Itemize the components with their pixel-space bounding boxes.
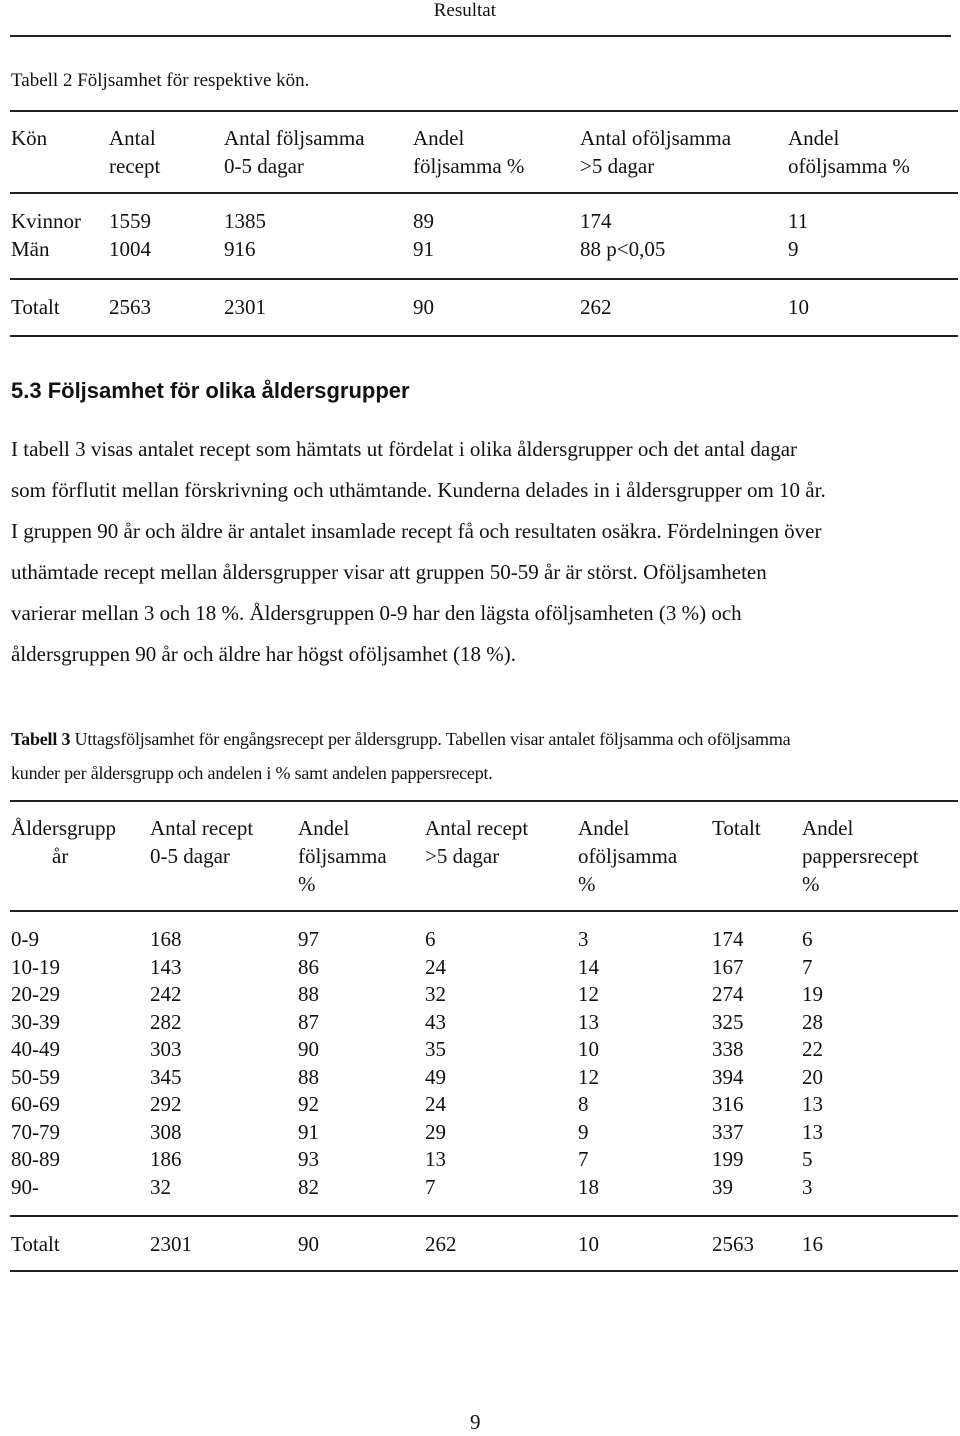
- table2-total-cell: 90: [413, 295, 434, 319]
- table2-header-cell: Andel: [788, 126, 840, 150]
- table2-total-cell: 10: [788, 295, 809, 319]
- table2-cell: Män: [11, 237, 50, 261]
- table3-total-cell: 90: [298, 1232, 319, 1256]
- table3-header-cell: Andel: [298, 816, 350, 840]
- table2-total-cell: 262: [580, 295, 612, 319]
- table3-cell: 242: [150, 982, 182, 1006]
- table3-top-rule: [10, 800, 958, 802]
- paragraph-line: åldersgruppen 90 år och äldre har högst oföljsamhet (18 %).: [11, 642, 517, 666]
- table3-cell: 49: [425, 1064, 446, 1089]
- table3-cell: 39: [712, 1174, 733, 1199]
- table3-cell: 6: [425, 927, 436, 951]
- table3-cell: 13: [578, 1009, 599, 1034]
- table3-header-cell: pappersrecept: [802, 844, 919, 868]
- table3-total-cell: 2563: [712, 1232, 754, 1256]
- table3-header-cell: %: [578, 872, 596, 896]
- table2-header-rule: [10, 192, 958, 194]
- table3-header-cell: %: [802, 872, 820, 896]
- table3-header-cell: Åldersgrupp: [11, 816, 116, 840]
- table3-cell: 91: [298, 1119, 319, 1144]
- table2-header-cell: Antal: [109, 126, 156, 150]
- table3-cell: 199: [712, 1147, 744, 1171]
- table3-cell: 143: [150, 954, 182, 979]
- table3-bottom-rule: [10, 1270, 958, 1272]
- table3-cell: 88: [298, 1064, 319, 1089]
- table3-cell: 10-19: [11, 954, 60, 979]
- table3-cell: 274: [712, 982, 744, 1006]
- table3-cell: 337: [712, 1119, 744, 1144]
- table3-cell: 29: [425, 1119, 446, 1144]
- table3-cell: 28: [802, 1009, 823, 1034]
- table2-header-cell: Andel: [413, 126, 465, 150]
- table2-top-rule: [10, 110, 958, 112]
- table3-cell: 60-69: [11, 1092, 60, 1116]
- table2-cell: 1004: [109, 237, 151, 261]
- table3-cell: 19: [802, 982, 823, 1006]
- table2-total-rule: [10, 278, 958, 280]
- table3-header-cell: följsamma: [298, 844, 387, 868]
- table3-header-cell: >5 dagar: [425, 844, 500, 868]
- table3-header-cell: Andel: [802, 816, 854, 840]
- table3-header-rule: [10, 910, 958, 912]
- table3-caption-text: Uttagsföljsamhet för engångsrecept per åldersgrupp. Tabellen visar antalet följsamma och oföljsamma: [70, 729, 791, 749]
- table3-cell: 32: [150, 1174, 171, 1199]
- table3-cell: 5: [802, 1147, 813, 1171]
- table2-total-cell: Totalt: [11, 295, 60, 319]
- table3-cell: 7: [578, 1147, 589, 1171]
- table3-cell: 70-79: [11, 1119, 60, 1144]
- table3-header-cell: Antal recept: [425, 816, 529, 840]
- table3-cell: 20-29: [11, 982, 60, 1006]
- table2-cell: 88 p<0,05: [580, 237, 666, 261]
- table3-cell: 186: [150, 1147, 182, 1171]
- table2-header-cell: recept: [109, 154, 161, 178]
- table3-header-cell: år: [52, 844, 69, 868]
- table3-header-cell: %: [298, 872, 316, 896]
- table3-caption: [11, 722, 956, 790]
- table2-caption-label: Tabell 2: [11, 70, 73, 91]
- header-rule: [10, 35, 951, 37]
- table2-caption: [11, 70, 309, 92]
- table2-cell: 11: [788, 209, 809, 233]
- table3-cell: 13: [425, 1147, 446, 1171]
- table2-header-cell: följsamma %: [413, 154, 525, 178]
- paragraph-line: I tabell 3 visas antalet recept som hämtats ut fördelat i olika åldersgrupper och det antal dagar: [11, 437, 798, 461]
- table3-cell: 24: [425, 1092, 446, 1116]
- section-paragraph: [11, 429, 956, 675]
- paragraph-line: varierar mellan 3 och 18 %. Åldersgruppen 0-9 har den lägsta oföljsamheten (3 %) och: [11, 601, 742, 625]
- table3-cell: 394: [712, 1064, 744, 1089]
- table3-caption-line-2: kunder per åldersgrupp och andelen i % samt andelen pappersrecept.: [11, 763, 493, 783]
- table3-header-cell: 0-5 dagar: [150, 844, 230, 868]
- table3-cell: 308: [150, 1119, 182, 1144]
- table2-total-cell: 2301: [224, 295, 266, 319]
- paragraph-line: som förflutit mellan förskrivning och uthämtande. Kunderna delades in i åldersgrupper om 10 år.: [11, 478, 826, 502]
- table3-cell: 24: [425, 954, 446, 979]
- table3-cell: 167: [712, 954, 744, 979]
- table2-caption-text: Följsamhet för respektive kön.: [72, 70, 310, 91]
- table3-header-cell: Andel: [578, 816, 630, 840]
- table2-header-cell: >5 dagar: [580, 154, 655, 178]
- table3-cell: 3: [578, 927, 589, 951]
- table3-caption-label: Tabell 3: [11, 729, 71, 749]
- running-header: Resultat: [433, 0, 496, 21]
- table3-cell: 40-49: [11, 1037, 60, 1061]
- table3-cell: 282: [150, 1009, 182, 1034]
- table3-cell: 20: [802, 1064, 823, 1089]
- table3-cell: 174: [712, 927, 744, 951]
- table3-cell: 12: [578, 1064, 599, 1089]
- paragraph-line: uthämtade recept mellan åldersgrupper visar att gruppen 50-59 år är störst. Oföljsamheten: [11, 560, 767, 584]
- table3-cell: 90-: [11, 1174, 39, 1199]
- table2-header-cell: Antal oföljsamma: [580, 126, 732, 150]
- table3-cell: 13: [802, 1092, 823, 1116]
- table2-header-cell: Kön: [11, 126, 48, 150]
- table2-cell: 9: [788, 237, 799, 261]
- table3-cell: 35: [425, 1037, 446, 1061]
- table3-cell: 90: [298, 1037, 319, 1061]
- table3-cell: 22: [802, 1037, 823, 1061]
- table3-cell: 3: [802, 1174, 813, 1199]
- table3-cell: 43: [425, 1009, 446, 1034]
- table3-cell: 9: [578, 1119, 589, 1144]
- table2-bottom-rule: [10, 335, 958, 337]
- table3-cell: 7: [802, 954, 813, 979]
- table2-cell: 91: [413, 237, 434, 261]
- table3-cell: 10: [578, 1037, 599, 1061]
- table3-cell: 86: [298, 954, 319, 979]
- table3-cell: 168: [150, 927, 182, 951]
- table3-cell: 82: [298, 1174, 319, 1199]
- table3-header-cell: Antal recept: [150, 816, 254, 840]
- table3-cell: 88: [298, 982, 319, 1006]
- table2-header-cell: oföljsamma %: [788, 154, 910, 178]
- table3-header-cell: Totalt: [712, 816, 761, 840]
- table2-cell: 174: [580, 209, 612, 233]
- table3-cell: 18: [578, 1174, 599, 1199]
- table2-cell: Kvinnor: [11, 209, 81, 233]
- page-number: 9: [470, 1410, 481, 1434]
- table3-cell: 13: [802, 1119, 823, 1144]
- table3-cell: 97: [298, 927, 319, 951]
- table3-cell: 8: [578, 1092, 589, 1116]
- table3-cell: 0-9: [11, 927, 39, 951]
- table3-total-cell: 262: [425, 1232, 457, 1256]
- table3-cell: 7: [425, 1174, 436, 1199]
- table3-cell: 80-89: [11, 1147, 60, 1171]
- table2-header-cell: 0-5 dagar: [224, 154, 304, 178]
- table3-caption-line-1: [11, 722, 956, 756]
- table3-cell: 30-39: [11, 1009, 60, 1034]
- section-heading: 5.3 Följsamhet för olika åldersgrupper: [11, 378, 410, 403]
- table3-total-cell: Totalt: [11, 1232, 60, 1256]
- table2-total-cell: 2563: [109, 295, 151, 319]
- table3-cell: 93: [298, 1147, 319, 1171]
- table3-cell: 14: [578, 954, 599, 979]
- table3-total-rule: [10, 1215, 958, 1217]
- table3-cell: 345: [150, 1064, 182, 1089]
- table3-header-cell: oföljsamma: [578, 844, 678, 868]
- table3-cell: 12: [578, 982, 599, 1006]
- paragraph-line: I gruppen 90 år och äldre är antalet insamlade recept få och resultaten osäkra. Fördelningen över: [11, 519, 822, 543]
- table3-cell: 292: [150, 1092, 182, 1116]
- table3-cell: 87: [298, 1009, 319, 1034]
- table3-total-cell: 2301: [150, 1232, 192, 1256]
- table3-cell: 325: [712, 1009, 744, 1034]
- table3-cell: 32: [425, 982, 446, 1006]
- table2-header-cell: Antal följsamma: [224, 126, 365, 150]
- table3-cell: 303: [150, 1037, 182, 1061]
- table2-cell: 1559: [109, 209, 151, 233]
- table3-total-cell: 10: [578, 1232, 599, 1256]
- table3-cell: 6: [802, 927, 813, 951]
- table3-cell: 316: [712, 1092, 744, 1116]
- table3-cell: 92: [298, 1092, 319, 1116]
- table2-cell: 916: [224, 237, 256, 261]
- table2-cell: 89: [413, 209, 434, 233]
- table2-cell: 1385: [224, 209, 266, 233]
- table3-total-cell: 16: [802, 1232, 823, 1256]
- table3-cell: 50-59: [11, 1064, 60, 1089]
- table3-cell: 338: [712, 1037, 744, 1061]
